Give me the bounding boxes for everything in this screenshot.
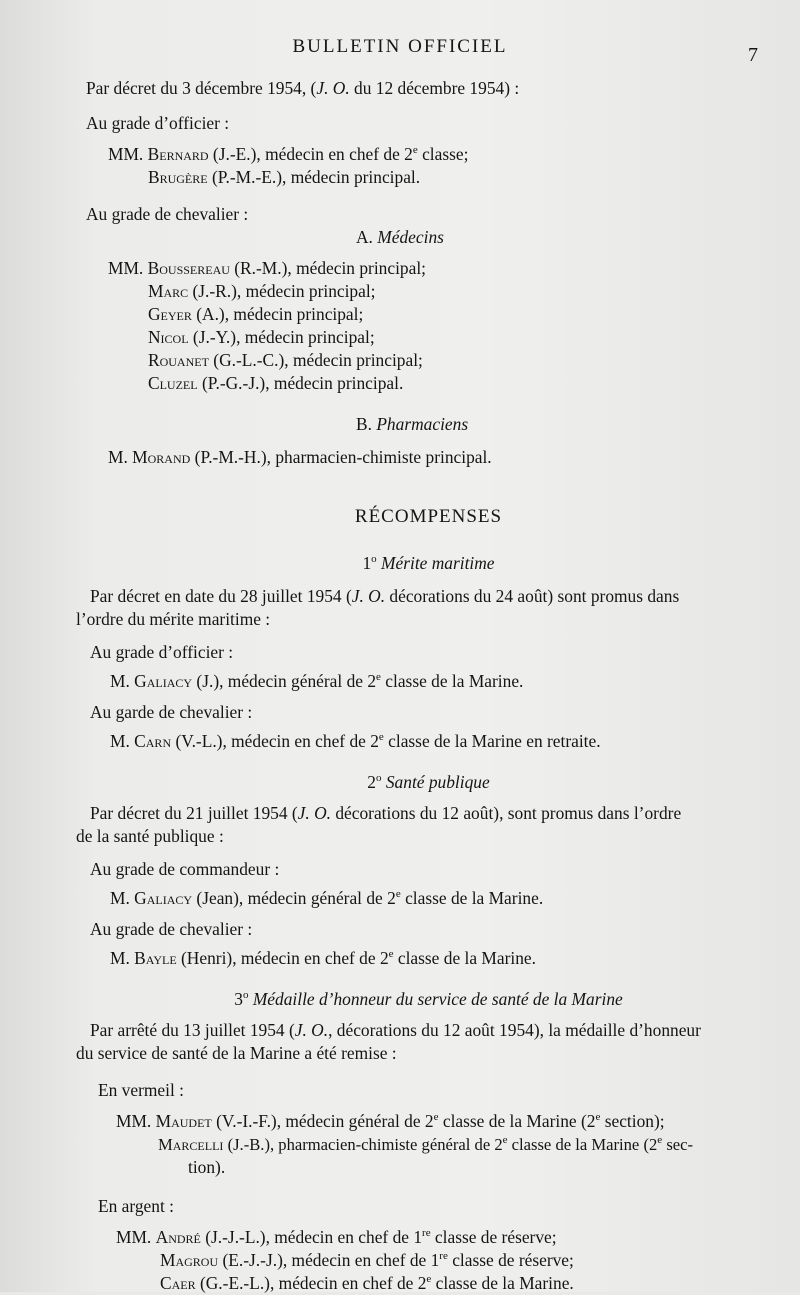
knight-row: Rouanet (G.-L.-C.), médecin principal;: [148, 350, 423, 370]
merite-intro-cont: l’ordre du mérite maritime :: [76, 609, 271, 629]
decree-intro: Par décret du 3 décembre 1954, (J. O. du 12 décembre 1954) :: [86, 78, 520, 98]
argent-label: En argent :: [98, 1196, 174, 1216]
sante-intro-cont: de la santé publique :: [76, 826, 224, 846]
merite-grade-officier: Au grade d’officier :: [90, 642, 234, 662]
merite-intro: Par décret en date du 28 juillet 1954 (J. O. décorations du 24 août) sont promus dans: [90, 586, 680, 606]
sante-intro: Par décret du 21 juillet 1954 (J. O. décorations du 12 août), sont promus dans l’ordre: [90, 803, 682, 823]
pharmacien-row: M. Morand (P.-M.-H.), pharmacien-chimiste principal.: [108, 447, 492, 467]
sante-publique-title: 2$^o$ Santé publique: [367, 772, 490, 792]
officer-row: MM. Bernard (J.-E.), médecin en chef de 2e classe;: [108, 144, 469, 164]
merite-grade-chevalier: Au garde de chevalier :: [90, 702, 253, 722]
vermeil-row: Marcelli (J.-B.), pharmacien-chimiste général de 2e classe de la Marine (2e sec-: [158, 1134, 694, 1154]
section-a-heading: A. Médecins: [356, 227, 444, 247]
section-b-heading: B. Pharmaciens: [356, 414, 469, 434]
knight-row: Marc (J.-R.), médecin principal;: [148, 281, 376, 301]
sante-grade-chevalier: Au grade de chevalier :: [90, 919, 253, 939]
knight-row: Cluzel (P.-G.-J.), médecin principal.: [148, 373, 404, 393]
recompenses-heading: RÉCOMPENSES: [354, 506, 503, 527]
sante-chevalier-row: M. Bayle (Henri), médecin en chef de 2e classe de la Marine.: [110, 948, 536, 968]
page-number: 7: [748, 44, 758, 66]
vermeil-row-cont: tion).: [188, 1157, 226, 1177]
page-content: [76, 77, 781, 1295]
knight-row: MM. Boussereau (R.-M.), médecin principal;: [108, 258, 426, 278]
officer-row: Brugère (P.-M.-E.), médecin principal.: [148, 167, 421, 187]
medaille-intro-cont: du service de santé de la Marine a été remise :: [76, 1043, 397, 1063]
argent-row: Caer (G.-E.-L.), médecin en chef de 2e classe de la Marine.: [160, 1273, 574, 1293]
sante-grade-commandeur: Au grade de commandeur :: [90, 859, 280, 879]
medaille-title: 3$^o$ Médaille d’honneur du service de santé de la Marine: [234, 989, 623, 1009]
officer-grade: Au grade d’officier :: [86, 113, 230, 133]
merite-maritime-title: 1$^o$ Mérite maritime: [362, 553, 495, 573]
medaille-intro: Par arrêté du 13 juillet 1954 (J. O., décorations du 12 août 1954), la médaille d’honneur: [90, 1020, 701, 1040]
knight-grade: Au grade de chevalier :: [86, 204, 249, 224]
running-head: BULLETIN OFFICIEL: [292, 36, 508, 57]
knight-row: Geyer (A.), médecin principal;: [148, 304, 364, 324]
merite-chevalier-row: M. Carn (V.-L.), médecin en chef de 2e classe de la Marine en retraite.: [110, 731, 601, 751]
argent-row: Magrou (E.-J.-J.), médecin en chef de 1re classe de réserve;: [160, 1250, 574, 1270]
knight-row: Nicol (J.-Y.), médecin principal;: [148, 327, 375, 347]
merite-officier-row: M. Galiacy (J.), médecin général de 2e classe de la Marine.: [110, 671, 524, 691]
vermeil-label: En vermeil :: [98, 1080, 184, 1100]
vermeil-row: MM. Maudet (V.-I.-F.), médecin général de 2e classe de la Marine (2e section);: [116, 1111, 665, 1131]
argent-row: MM. André (J.-J.-L.), médecin en chef de 1re classe de réserve;: [116, 1227, 557, 1247]
sante-commandeur-row: M. Galiacy (Jean), médecin général de 2e classe de la Marine.: [110, 888, 544, 908]
